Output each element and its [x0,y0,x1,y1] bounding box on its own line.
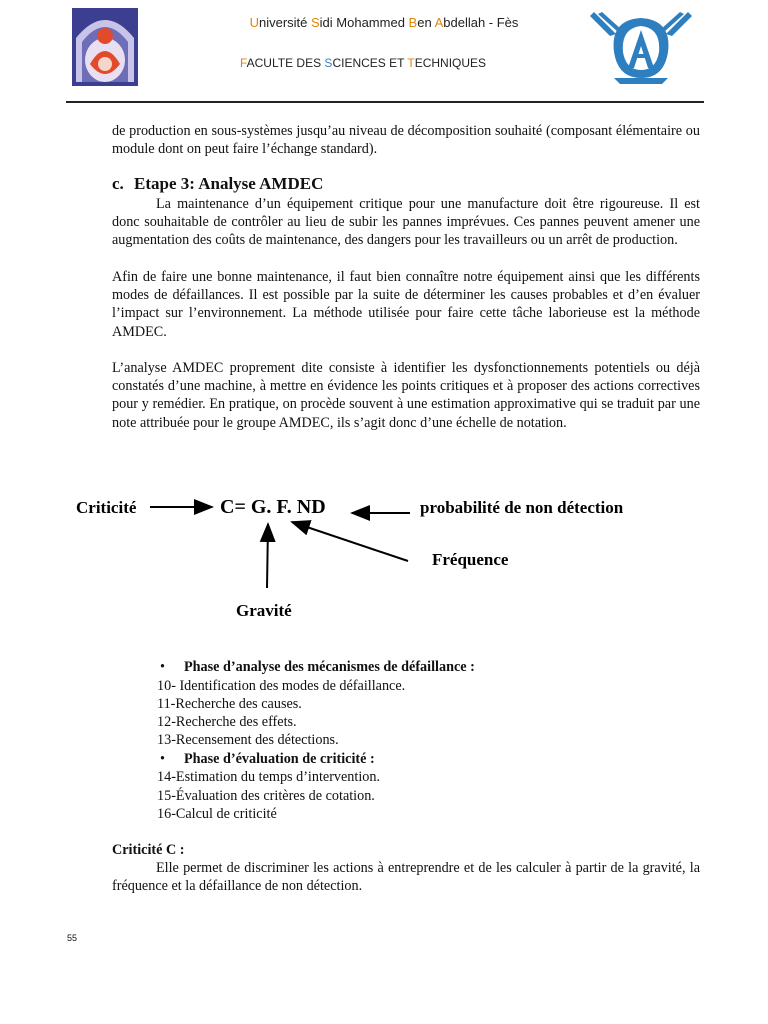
paragraph-maintenance: La maintenance d’un équipement critique pour une manufacture doit être rigoureuse. Il est donc souhaitable de contrôler au lieu de subir les pannes imprévues. Ces pannes peuvent amener une augmentation des coûts de maintenance, des dangers pour les travailleurs ou un arrêt de production. [112,196,700,249]
page-number: 55 [67,933,78,943]
faculty-name [0,56,726,70]
formula-equation: C= G. F. ND [220,496,326,518]
university-name [0,15,768,30]
arrow-from-frequence [292,522,408,561]
faculty-name-segment: ACULTE DES [246,56,325,70]
list-item: 10- Identification des modes de défaillance. [157,678,406,694]
phase1-bullet [160,658,475,676]
university-name-segment: B [408,15,418,30]
arrow-from-gravite [267,524,268,588]
formula-criticite-label: Criticité [76,498,137,517]
formula-frequence-label: Fréquence [432,550,509,569]
faculty-name-segment: ECHNIQUES [414,56,487,70]
phase2-title: Phase d’évaluation de criticité : [184,751,375,767]
formula-gravite-label: Gravité [236,601,292,620]
list-item: 11-Recherche des causes. [157,696,302,712]
list-item: 13-Recensement des détections. [157,732,339,748]
list-item: 16-Calcul de criticité [157,806,277,822]
criticality-formula-diagram [0,484,768,634]
section-number: c. [112,174,124,193]
paragraph-amdec-analysis: L’analyse AMDEC proprement dite consiste à identifier les dysfonctionnements potentiels ou déjà constatés d’une machine, à mettre en évidence les points critiques et à proposer des actions correctives pour y remédier. En pratique, on procède souvent à une estimation approximative qui se traduit par une note attribuée pour le groupe AMDEC, ils s’agit donc d’une échelle de notation. [112,360,700,431]
phase2-bullet [160,750,375,768]
university-name-segment: niversité [258,15,311,30]
university-name-segment: en [417,15,435,30]
university-name-segment: idi Mohammed [319,15,409,30]
section-title: Etape 3: Analyse AMDEC [134,174,324,193]
section-heading [112,174,323,194]
university-name-segment: S [311,15,320,30]
list-item: 15-Évaluation des critères de cotation. [157,788,375,804]
header-divider [66,101,704,103]
faculty-name-segment: T [407,56,415,70]
faculty-name-segment: CIENCES ET [332,56,408,70]
university-name-segment: A [434,15,444,30]
bullet-icon: • [160,751,165,767]
criticite-heading: Criticité C : [112,842,185,858]
intro-paragraph: de production en sous-systèmes jusqu’au niveau de décomposition souhaité (composant élémentaire ou module dont on peut faire l’échange standard). [112,123,700,158]
university-name-segment: bdellah - Fès [443,15,519,30]
paragraph-failure-modes: Afin de faire une bonne maintenance, il faut bien connaître notre équipement ainsi que les différents modes de défaillances. Il est possible par la suite de déterminer les causes probables et d’en évaluer l’impact sur l’environnement. La méthode utilisée pour faire cette tâche laborieuse est la méthode AMDEC. [112,269,700,340]
bullet-icon: • [160,659,165,675]
list-item: 14-Estimation du temps d’intervention. [157,769,381,785]
faculty-name-segment: S [324,56,333,70]
faculty-name-segment: F [239,56,247,70]
university-name-segment: U [249,15,259,30]
criticite-paragraph: Elle permet de discriminer les actions à entreprendre et de les calculer à partir de la gravité, la fréquence et la défaillance de non détection. [112,860,700,895]
formula-nd-label: probabilité de non détection [420,498,624,517]
phase1-title: Phase d’analyse des mécanismes de défaillance : [184,659,475,675]
list-item: 12-Recherche des effets. [157,714,297,730]
